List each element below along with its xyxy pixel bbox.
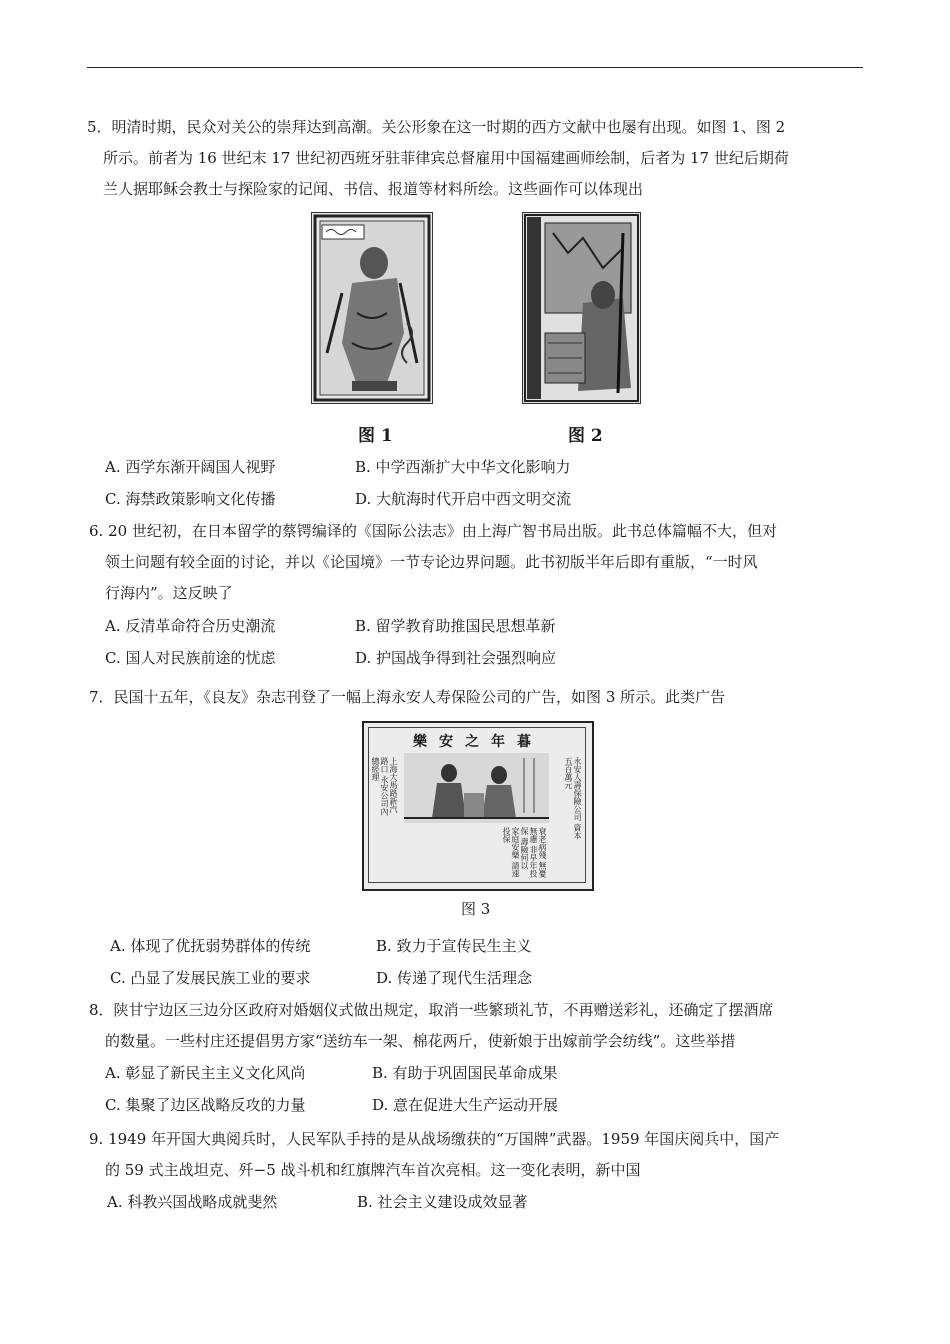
question-7-line-1: 7．民国十五年，《良友》杂志刊登了一幅上海永安人寿保险公司的广告，如图 3 所示。此类广告 [89,688,726,706]
question-5-line-1: 5．明清时期，民众对关公的崇拜达到高潮。关公形象在这一时期的西方文献中也屡有出现。如图 1、图 2 [87,118,786,136]
figure-1-image [311,212,433,404]
figure-2-caption: 图 2 [568,426,603,446]
question-5-option-a[interactable]: A. 西学东渐开阔国人视野 [105,458,276,476]
question-8 [89,995,869,1057]
figure-3-advertisement [362,721,594,891]
question-8-option-c[interactable]: C. 集聚了边区战略反攻的力量 [105,1096,306,1114]
question-9-option-b[interactable]: B. 社会主义建设成效显著 [357,1193,528,1211]
question-7-option-b[interactable]: B. 致力于宣传民生主义 [376,937,532,955]
question-9-line-1: 9. 1949 年开国大典阅兵时，人民军队手持的是从战场缴获的“万国牌”武器。1959 年国庆阅兵中，国产 [89,1130,780,1148]
question-6-option-d[interactable]: D. 护国战争得到社会强烈响应 [355,649,557,667]
question-9-options [107,1187,867,1219]
question-8-line-1: 8．陕甘宁边区三边分区政府对婚姻仪式做出规定，取消一些繁琐礼节，不再赠送彩礼，还确定了摆酒席 [89,1001,774,1019]
question-6-line-2: 领土问题有较全面的讨论，并以《论国境》一节专论边界问题。此书初版半年后即有重版，“一时风 [105,553,758,571]
question-5 [87,112,867,205]
question-6-options [105,611,865,675]
question-7-options [110,931,870,995]
figure-1-caption: 图 1 [358,426,393,446]
question-5-line-3: 兰人据耶稣会教士与探险家的记闻、书信、报道等材料所绘。这些画作可以体现出 [103,180,644,198]
question-7-option-c[interactable]: C. 凸显了发展民族工业的要求 [110,969,311,987]
question-7-option-d[interactable]: D. 传递了现代生活理念 [376,969,533,987]
ad-right-text: 永安人壽保險公司 資本五百萬元 [564,757,582,840]
question-5-option-c[interactable]: C. 海禁政策影响文化传播 [105,490,276,508]
question-8-options [105,1058,865,1122]
question-6-line-1: 6. 20 世纪初，在日本留学的蔡锷编译的《国际公法志》由上海广智书局出版。此书总体篇幅不大，但对 [89,522,777,540]
question-5-option-d[interactable]: D. 大航海时代开启中西文明交流 [355,490,572,508]
figure-3-caption: 图 3 [461,900,491,918]
question-6-option-c[interactable]: C. 国人对民族前途的忧虑 [105,649,276,667]
header-rule [87,67,863,68]
question-9-option-a[interactable]: A. 科教兴国战略成就斐然 [107,1193,278,1211]
ad-bottom-text: 衰老病殘 無憂無慮 非早年投保 壽險何以 家庭安樂 請速投保 [502,827,547,878]
question-6 [89,516,869,609]
ad-left-text: 上海大馬路新汽路口 永安公司內 總經理 [371,757,398,816]
question-5-option-b[interactable]: B. 中学西渐扩大中华文化影响力 [355,458,571,476]
question-8-option-d[interactable]: D. 意在促进大生产运动开展 [372,1096,559,1114]
question-8-option-b[interactable]: B. 有助于巩固国民革命成果 [372,1064,558,1082]
question-6-option-b[interactable]: B. 留学教育助推国民思想革新 [355,617,556,635]
question-8-line-2: 的数量。一些村庄还提倡男方家“送纺车一架、棉花两斤，使新娘于出嫁前学会纺线”。这些举措 [105,1032,736,1050]
question-7-option-a[interactable]: A. 体现了优抚弱势群体的传统 [110,937,311,955]
question-6-line-3: 行海内”。这反映了 [105,584,233,602]
question-9 [89,1124,869,1186]
question-5-line-2: 所示。前者为 16 世纪末 17 世纪初西班牙驻菲律宾总督雇用中国福建画师绘制，后者为 17 世纪后期荷 [103,149,789,167]
question-9-line-2: 的 59 式主战坦克、歼−5 战斗机和红旗牌汽车首次亮相。这一变化表明，新中国 [105,1161,641,1179]
question-8-option-a[interactable]: A. 彰显了新民主主义文化风尚 [105,1064,306,1082]
ad-title: 樂安之年暮 [413,734,543,750]
figure-2-image [522,212,641,404]
question-6-option-a[interactable]: A. 反清革命符合历史潮流 [105,617,276,635]
question-7 [89,682,869,713]
question-5-options [105,452,865,516]
